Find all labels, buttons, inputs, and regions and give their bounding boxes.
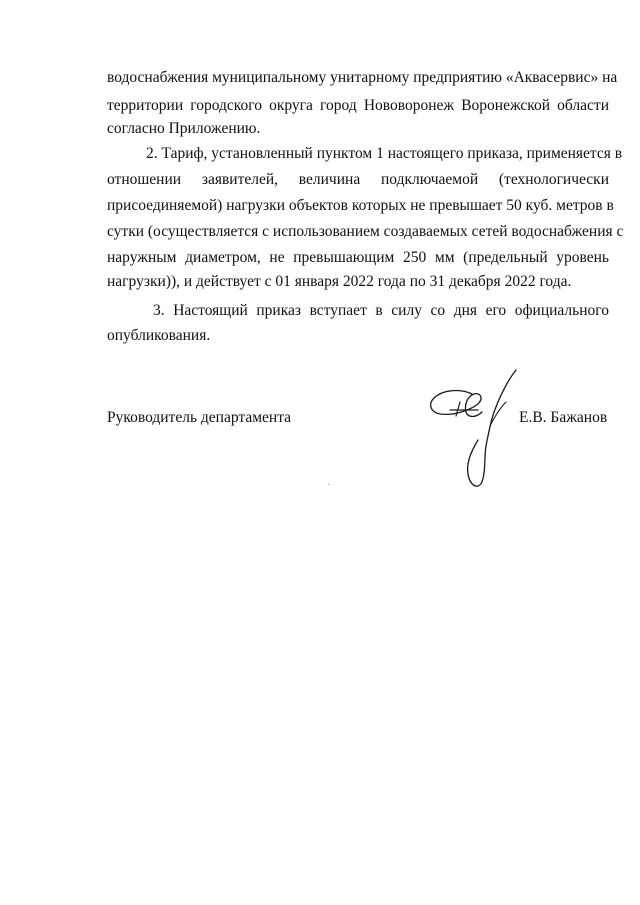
scan-speck xyxy=(328,484,329,485)
paragraph-1-line-2: территории городского округа город Нововоронеж Воронежской области xyxy=(107,97,609,114)
paragraph-2-line-2: отношении заявителей, величина подключаемой (технологически xyxy=(107,171,609,188)
signatory-position: Руководитель департамента xyxy=(107,409,292,426)
paragraph-2-line-6: нагрузки)), и действует с 01 января 2022 года по 31 декабря 2022 года. xyxy=(107,273,572,290)
signatory-name: Е.В. Бажанов xyxy=(519,409,608,426)
paragraph-3-line-2: опубликования. xyxy=(107,327,211,344)
paragraph-2-line-4: сутки (осуществляется с использованием создаваемых сетей водоснабжения с xyxy=(107,223,624,240)
paragraph-1-line-3: согласно Приложению. xyxy=(107,120,261,137)
paragraph-2-line-3: присоединяемой) нагрузки объектов которых не превышает 50 куб. метров в xyxy=(107,197,614,214)
paragraph-2-line-1: 2. Тариф, установленный пунктом 1 настоящего приказа, применяется в xyxy=(146,145,623,162)
paragraph-1-line-1: водоснабжения муниципальному унитарному предприятию «Аквасервис» на xyxy=(107,69,618,86)
paragraph-3-line-1: 3. Настоящий приказ вступает в силу со дня его официального xyxy=(153,302,609,319)
paragraph-2-line-5: наружным диаметром, не превышающим 250 мм (предельный уровень xyxy=(107,249,609,266)
handwritten-signature xyxy=(420,366,520,490)
